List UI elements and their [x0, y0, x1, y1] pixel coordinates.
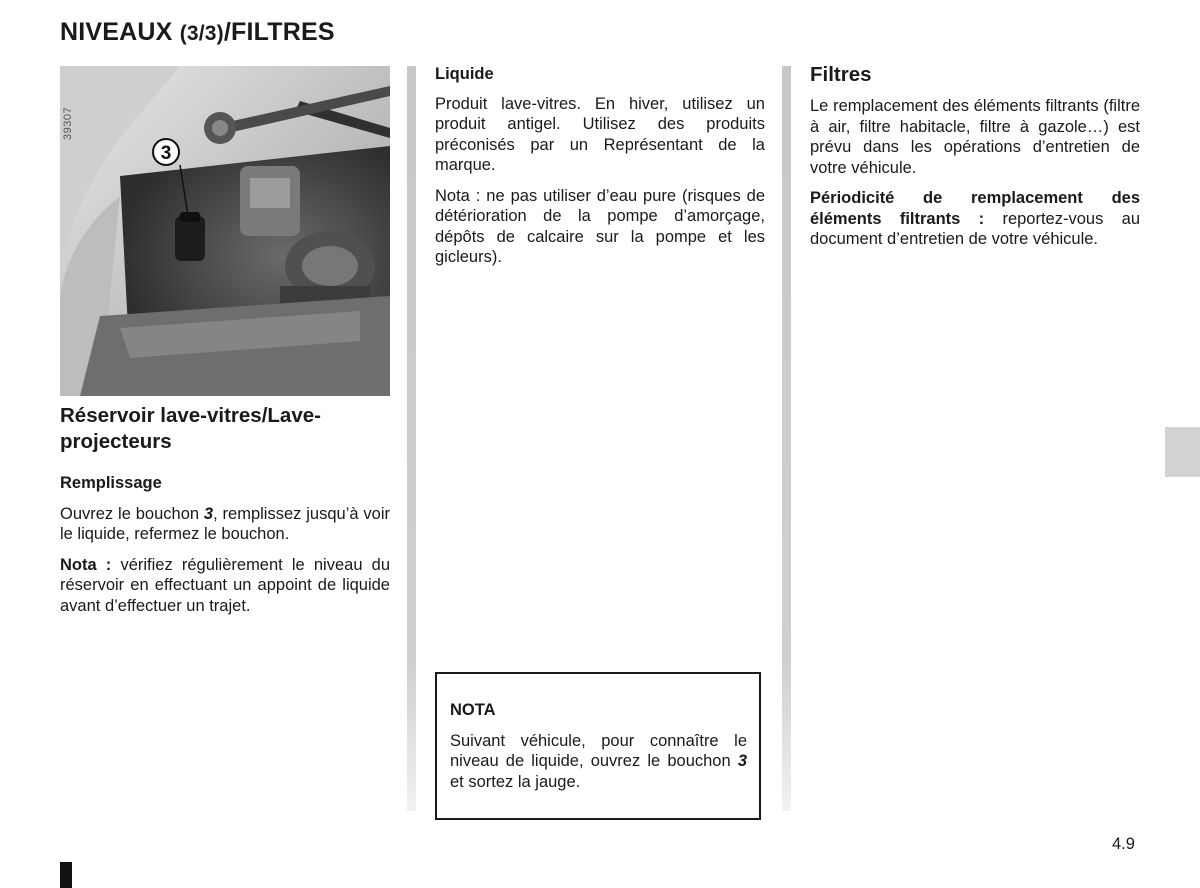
filling-text-after: , remplissez jusqu’à voir le liquide, refermez le bouchon.: [60, 504, 390, 543]
nota-box-ref: 3: [737, 752, 747, 770]
liquid-paragraph-2: Nota : ne pas utiliser d’eau pure (risques de détérioration de la pompe d’amorçage, dépôts de calcaire sur la pompe et les gicleurs).: [435, 186, 765, 266]
page-number: 4.9: [1112, 835, 1135, 853]
filling-text-before: Ouvrez le bouchon: [60, 504, 204, 523]
filling-paragraph: [60, 504, 390, 545]
nota-box-text: [450, 731, 747, 793]
nota-box: [435, 672, 761, 820]
nota-box-text-before: Suivant véhicule, pour connaître le niveau de liquide, ouvrez le bouchon: [450, 731, 747, 770]
callout-number: 3: [160, 143, 172, 164]
liquid-paragraph-1: Produit lave-vitres. En hiver, utilisez un produit antigel. Utilisez des produits préconisés par un Représentant de la marque.: [435, 94, 765, 174]
page-title-prefix: NIVEAUX: [60, 18, 180, 46]
column-separator-left: [407, 66, 416, 811]
nota-text: vérifiez régulièrement le niveau du réservoir en effectuant un appoint de liquide avant d’effectuer un trajet.: [60, 555, 390, 615]
nota-box-title: NOTA: [450, 701, 496, 719]
photo-reference: 39307: [62, 106, 74, 140]
periodicity-paragraph: [810, 188, 1140, 250]
nota-paragraph: [60, 555, 390, 617]
right-column: [810, 62, 1140, 260]
periodicity-text: reportez-vous au document d’entretien de votre véhicule.: [810, 209, 1140, 248]
page-title-suffix: /FILTRES: [223, 18, 335, 46]
liquid-subheading: Liquide: [435, 65, 494, 83]
page-title: [60, 18, 335, 47]
filling-ref: 3: [203, 504, 214, 523]
middle-column: [435, 64, 765, 278]
page-title-count: (3/3): [179, 22, 224, 45]
corner-mark: [60, 862, 72, 888]
nota-box-text-after: et sortez la jauge.: [450, 772, 581, 791]
reservoir-heading: Réservoir lave-vitres/Lave-projecteurs: [60, 404, 321, 453]
engine-bay-illustration: [60, 66, 390, 396]
left-column: [60, 403, 390, 626]
filters-heading: Filtres: [810, 63, 872, 86]
filling-subheading: Remplissage: [60, 474, 162, 492]
nota-label: Nota :: [60, 555, 112, 574]
periodicity-label: Périodicité de remplacement des éléments filtrants :: [810, 189, 1140, 228]
engine-bay-photo: [60, 66, 390, 396]
filters-paragraph: Le remplacement des éléments filtrants (filtre à air, filtre habitacle, filtre à gazole…) est prévu dans les opérations d’entretien de votre véhicule.: [810, 97, 1140, 177]
column-separator-right: [782, 66, 791, 811]
chapter-tab: [1165, 427, 1200, 477]
